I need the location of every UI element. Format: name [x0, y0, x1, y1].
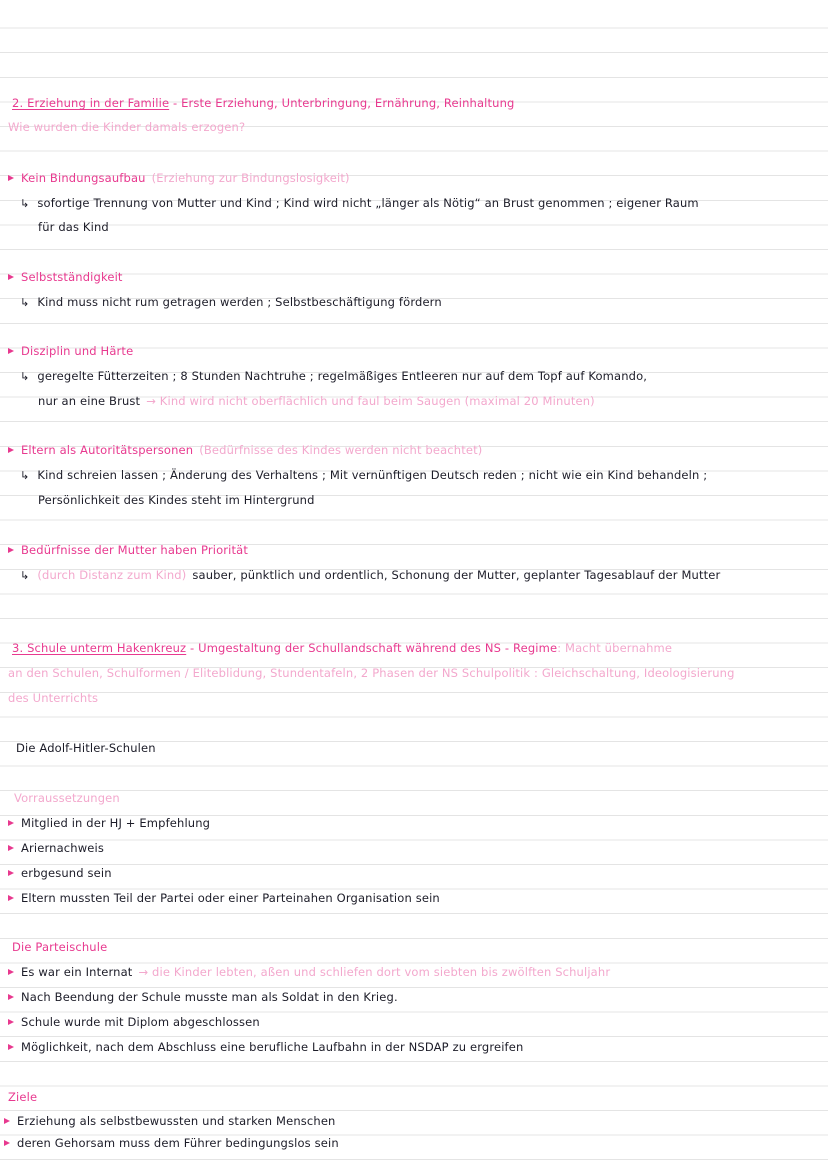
point-title: Kein Bindungsaufbau — [21, 171, 146, 185]
list-item-text: Ariernachweis — [21, 841, 104, 855]
list-title: Ziele — [8, 1090, 38, 1104]
point-text-line — [20, 368, 647, 385]
triangle-bullet-icon — [8, 175, 14, 181]
triangle-bullet-icon — [8, 870, 14, 876]
triangle-bullet-icon — [8, 969, 14, 975]
list-item — [8, 989, 398, 1005]
separator: - — [186, 641, 199, 655]
point-text: sauber, pünktlich und ordentlich, Schonung der Mutter, geplanter Tagesablauf der Mutter — [192, 568, 721, 582]
list-item-text: erbgesund sein — [21, 866, 112, 880]
arrow-return-icon: ↳ — [20, 197, 30, 210]
point-text: Kind muss nicht rum getragen werden ; Selbstbeschäftigung fördern — [37, 295, 442, 309]
triangle-bullet-icon — [8, 994, 14, 1000]
point-title-line — [8, 442, 482, 458]
arrow-return-icon: ↳ — [20, 296, 30, 309]
section-note-continued: des Unterrichts — [8, 691, 99, 705]
point-text-continued: Persönlichkeit des Kindes steht im Hintergrund — [38, 493, 315, 507]
point-text-line — [20, 195, 699, 212]
point-title-line — [8, 170, 350, 186]
point-title: Eltern als Autoritätspersonen — [21, 443, 194, 457]
point-title: Bedürfnisse der Mutter haben Priorität — [21, 543, 249, 557]
list-item-text: Es war ein Internat — [21, 965, 133, 979]
triangle-bullet-icon — [8, 547, 14, 553]
list-item — [8, 1039, 523, 1055]
section-question: Wie wurden die Kinder damals erzogen? — [8, 120, 246, 134]
point-text-line — [20, 294, 442, 311]
list-item — [8, 1014, 260, 1030]
list-item — [8, 890, 440, 906]
arrow-return-icon: ↳ — [20, 469, 30, 482]
section-heading: 3. Schule unterm Hakenkreuz — [12, 641, 187, 655]
separator: - — [169, 96, 182, 110]
triangle-bullet-icon — [8, 895, 14, 901]
list-item — [8, 865, 112, 881]
triangle-bullet-icon — [8, 348, 14, 354]
section-2-heading-line — [12, 95, 515, 111]
point-text: sofortige Trennung von Mutter und Kind ; Kind wird nicht „länger als Nötig“ an Brust genommen ; eigener Raum — [37, 196, 699, 210]
triangle-bullet-icon — [8, 447, 14, 453]
point-note: (Bedürfnisse des Kindes werden nicht beachtet) — [199, 443, 483, 457]
triangle-bullet-icon — [8, 820, 14, 826]
triangle-bullet-icon — [8, 1044, 14, 1050]
list-item-note: → die Kinder lebten, aßen und schliefen dort vom siebten bis zwölften Schuljahr — [138, 965, 611, 979]
subsection-title: Die Adolf-Hitler-Schulen — [16, 741, 156, 755]
list-item — [8, 840, 104, 856]
point-text-continued-line — [38, 393, 595, 409]
point-note: → Kind wird nicht oberflächlich und faul beim Saugen (maximal 20 Minuten) — [146, 394, 595, 408]
point-title: Disziplin und Härte — [21, 344, 134, 358]
list-item-text: Schule wurde mit Diplom abgeschlossen — [21, 1015, 260, 1029]
section-note: : Macht übernahme — [557, 641, 673, 655]
arrow-return-icon: ↳ — [20, 370, 30, 383]
list-item-text: deren Gehorsam muss dem Führer bedingungslos sein — [17, 1136, 339, 1150]
arrow-return-icon: ↳ — [20, 569, 30, 582]
point-text-line — [20, 567, 720, 584]
list-title: Vorraussetzungen — [14, 791, 120, 805]
list-item-text: Nach Beendung der Schule musste man als Soldat in den Krieg. — [21, 990, 398, 1004]
list-item-text: Mitglied in der HJ + Empfehlung — [21, 816, 211, 830]
section-topics: Umgestaltung der Schullandschaft während des NS - Regime — [198, 641, 558, 655]
point-title-line — [8, 542, 248, 558]
point-text-line — [20, 467, 707, 484]
section-note-continued: an den Schulen, Schulformen / Eliteblidung, Stundentafeln, 2 Phasen der NS Schulpolitik : Gleichschaltung, Ideologisierung — [8, 666, 735, 680]
list-item — [4, 1113, 335, 1129]
point-note: (durch Distanz zum Kind) — [37, 568, 187, 582]
point-text-continued: für das Kind — [38, 220, 109, 234]
section-3-heading-line — [12, 640, 672, 656]
triangle-bullet-icon — [8, 1019, 14, 1025]
triangle-bullet-icon — [8, 845, 14, 851]
point-text: nur an eine Brust — [38, 394, 141, 408]
point-text: geregelte Fütterzeiten ; 8 Stunden Nachtruhe ; regelmäßiges Entleeren nur auf dem Topf auf Komando, — [37, 369, 648, 383]
list-item — [4, 1135, 339, 1151]
list-item — [8, 964, 610, 980]
section-topics: Erste Erziehung, Unterbringung, Ernährung, Reinhaltung — [181, 96, 515, 110]
list-item-text: Möglichkeit, nach dem Abschluss eine berufliche Laufbahn in der NSDAP zu ergreifen — [21, 1040, 524, 1054]
triangle-bullet-icon — [8, 274, 14, 280]
triangle-bullet-icon — [4, 1140, 10, 1146]
point-title-line — [8, 343, 133, 359]
triangle-bullet-icon — [4, 1118, 10, 1124]
point-note: (Erziehung zur Bindungslosigkeit) — [151, 171, 350, 185]
list-title: Die Parteischule — [12, 940, 108, 954]
point-title-line — [8, 269, 123, 285]
list-item-text: Erziehung als selbstbewussten und starken Menschen — [17, 1114, 336, 1128]
list-item-text: Eltern mussten Teil der Partei oder einer Parteinahen Organisation sein — [21, 891, 440, 905]
point-title: Selbstständigkeit — [21, 270, 123, 284]
list-item — [8, 815, 210, 831]
point-text: Kind schreien lassen ; Änderung des Verhaltens ; Mit vernünftigen Deutsch reden ; nicht wie ein Kind behandeln ; — [37, 468, 708, 482]
section-heading: 2. Erziehung in der Familie — [12, 96, 170, 110]
